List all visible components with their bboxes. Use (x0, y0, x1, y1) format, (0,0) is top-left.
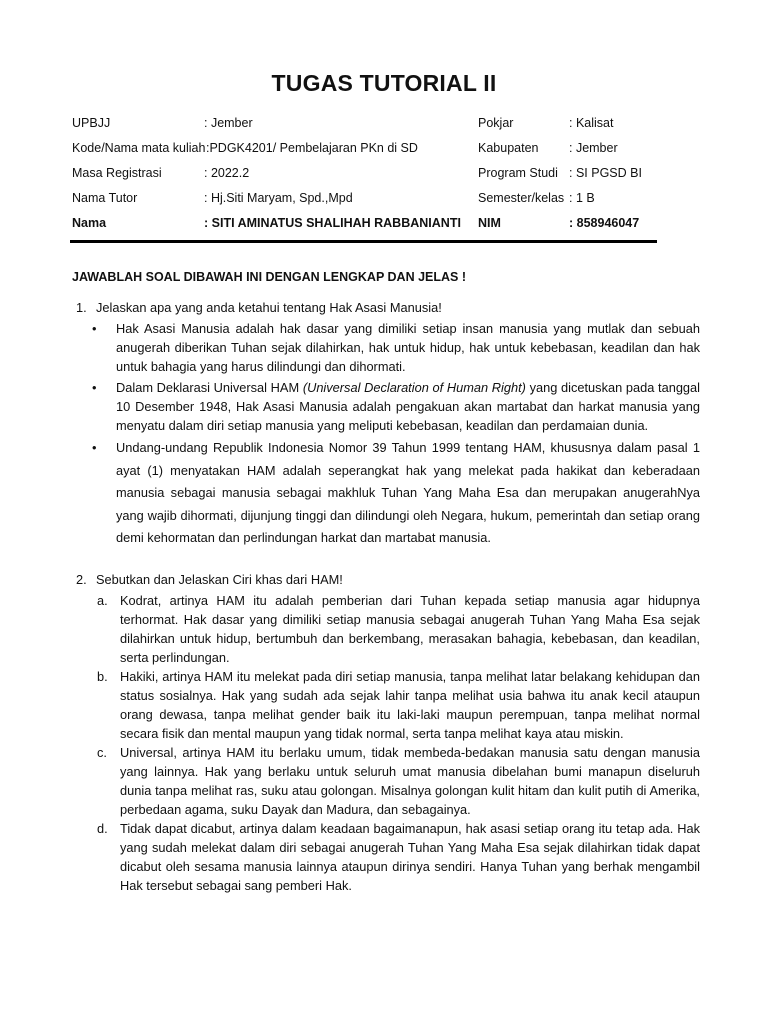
list-item (72, 743, 700, 819)
header-value-right: : Jember (569, 141, 618, 155)
header-value: :PDGK4201/ Pembelajaran PKn di SD (206, 141, 418, 155)
answer-text: Tidak dapat dicabut, artinya dalam keadaan bagaimanapun, hak asasi setiap orang itu tetap ada. Hak yang sudah melekat dalam diri sebagai anugerah Tuhan Yang Maha Esa sejak dilahirkan tidak dapat dicabut oleh sesama manusia lainnya ataupun dirinya sendiri. Hanya Tuhan yang berhak mengambil Hak tersebut sebagai sang pemberi Hak. (120, 820, 700, 893)
header-label: Kode/Nama mata kuliah (72, 141, 206, 155)
list-item (72, 667, 700, 743)
header-value: : 2022.2 (204, 166, 250, 180)
header-row (72, 116, 662, 141)
header-value-right: : SI PGSD BI (569, 166, 642, 180)
question-text: Jelaskan apa yang anda ketahui tentang Hak Asasi Manusia! (96, 300, 442, 315)
list-item (72, 319, 700, 376)
header-row (72, 141, 662, 166)
question-number: 2. (76, 571, 87, 587)
answer-text: yang dicetuskan pada tanggal 10 Desember 1948, Hak Asasi Manusia adalah pengakuan akan martabat dan harkat manusia yang menyatu dalam diri setiap manusia yang meliputi kebebasan, keadilan dan perdamaian dunia. (116, 380, 701, 433)
question-1 (72, 298, 700, 317)
answer-text: Hak Asasi Manusia adalah hak dasar yang dimiliki setiap insan manusia yang mutlak dan sebuah anugerah diberikan Tuhan sejak dilahirkan, hak untuk hidup, hak untuk kebebasan, keadilan dan hak untuk bahagia yang harus dilindungi dan dihormati. (116, 321, 700, 374)
header-info (72, 116, 662, 241)
list-item (72, 437, 700, 550)
answer-text: Kodrat, artinya HAM itu adalah pemberian dari Tuhan kepada setiap manusia agar hidupnya terhormat. Hak dasar yang dimiliki setiap manusia sebagai anugerah Tuhan Yang Maha Esa sejak dilahirkan untuk hidup, bertumbuh dan berkembang, merasakan bahagia, kebebasan, dan keadilan, serta perlindungan. (120, 592, 700, 665)
header-label: Nama Tutor (72, 191, 138, 205)
header-value: : Hj.Siti Maryam, Spd.,Mpd (204, 191, 353, 205)
header-label: Nama (72, 216, 107, 230)
document-title: TUGAS TUTORIAL II (271, 70, 497, 96)
bullet-icon: • (92, 321, 97, 336)
header-label: UPBJJ (72, 116, 111, 130)
answer-text-italic: (Universal Declaration of Human Right) (302, 380, 526, 395)
item-letter: d. (97, 820, 108, 836)
list-item (72, 378, 700, 435)
item-letter: c. (97, 744, 107, 760)
header-label-right: Kabupaten (478, 141, 539, 155)
header-divider (70, 240, 657, 243)
answer-text: Undang-undang Republik Indonesia Nomor 39 Tahun 1999 tentang HAM, khususnya dalam pasal 1 ayat (1) menyatakan HAM adalah seperangkat hak yang melekat pada hakikat dan keberadaan manusia sebagai manusia sebagai makhluk Tuhan Yang Maha Esa dan merupakan anugerahNya yang wajib dihormati, dijunjung tinggi dan dilindungi oleh Negara, hukum, pemerintah dan setiap orang demi kehormatan dan perlindungan harkat dan martabat manusia. (116, 440, 700, 545)
answer-list (72, 591, 700, 895)
bullet-icon: • (92, 380, 97, 395)
question-text: Sebutkan dan Jelaskan Ciri khas dari HAM! (96, 571, 343, 587)
header-value-right: : 1 B (569, 191, 595, 205)
question-number: 1. (76, 300, 87, 315)
header-value: : SITI AMINATUS SHALIHAH RABBANIANTI (204, 216, 461, 230)
answer-text: Dalam Deklarasi Universal HAM (116, 380, 303, 395)
header-label: Masa Registrasi (72, 166, 162, 180)
instruction-heading: JAWABLAH SOAL DIBAWAH INI DENGAN LENGKAP DAN JELAS ! (72, 270, 467, 284)
list-item (72, 591, 700, 667)
header-row (72, 216, 662, 241)
question-2 (72, 570, 700, 589)
bullet-icon: • (92, 440, 97, 455)
header-row (72, 191, 662, 216)
header-label-right: Semester/kelas (478, 191, 565, 205)
document-body (72, 298, 700, 895)
header-row (72, 166, 662, 191)
answer-list (72, 319, 700, 550)
header-label-right: Pokjar (478, 116, 514, 130)
answer-text: Hakiki, artinya HAM itu melekat pada diri setiap manusia, tanpa melihat latar belakang kehidupan dan status sosialnya. Hak yang sudah ada sejak lahir tanpa melihat usia bahwa itu anak kecil ataupun orang dewasa, tanpa melihat gender baik itu laki-laki maupun perempuan, tanpa melihat normal secara fisik dan mental maupun yang tidak normal, serta tanpa melihat kaya atau miskin. (120, 668, 700, 741)
item-letter: b. (97, 668, 108, 684)
item-letter: a. (97, 592, 108, 608)
header-value: : Jember (204, 116, 253, 130)
header-label-right: Program Studi (478, 166, 558, 180)
list-item (72, 819, 700, 895)
header-label-right: NIM (478, 216, 501, 230)
answer-text: Universal, artinya HAM itu berlaku umum, tidak membeda-bedakan manusia satu dengan manusia yang lainnya. Hak yang berlaku untuk seluruh umat manusia dibelahan bumi manapun diseluruh dunia tanpa melihat ras, suku atau golongan. Misalnya golongan kulit hitam dan kulit putih di Amerika, perbedaan agama, suku Dayak dan Madura, dan sebagainya. (120, 744, 700, 817)
header-value-right: : 858946047 (569, 216, 640, 230)
header-value-right: : Kalisat (569, 116, 614, 130)
